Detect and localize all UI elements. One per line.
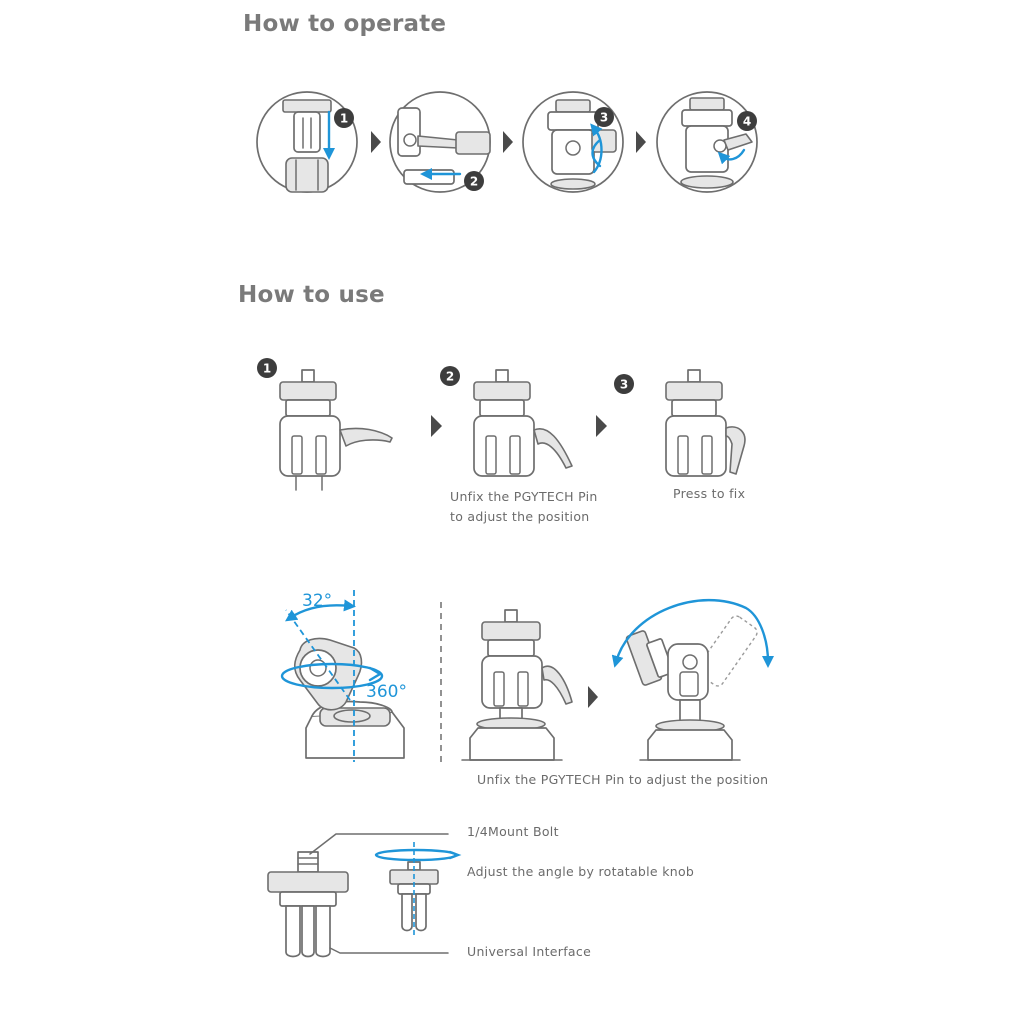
operate-step-number-3: 3: [599, 110, 609, 125]
arrow-right-icon: [588, 686, 598, 708]
operate-step-badge-2: [464, 171, 484, 191]
tilt-rotation-illustration: [282, 590, 404, 762]
use-step-badge-2: [440, 366, 460, 386]
operate-heading: How to operate: [243, 11, 447, 37]
use-heading: How to use: [238, 282, 385, 308]
arrow-right-icon: [636, 131, 646, 153]
use-step-number-2: 2: [445, 369, 455, 384]
leader-line-interface: [330, 948, 448, 953]
use-step-number-1: 1: [262, 361, 272, 376]
rotation-caption: Unfix the PGYTECH Pin to adjust the position: [477, 772, 769, 787]
use-step-3-illustration: [666, 370, 745, 476]
arrow-right-icon: [431, 415, 442, 437]
arrow-right-icon: [596, 415, 607, 437]
use-step-1-illustration: [280, 370, 392, 490]
operate-step-badge-4: [737, 111, 757, 131]
base-mount-illustration: [462, 610, 572, 760]
operate-step-number-4: 4: [742, 114, 752, 129]
part-label-knob: Adjust the angle by rotatable knob: [467, 864, 695, 879]
tilt-angle-label: 32°: [302, 591, 333, 611]
operate-step-number-1: 1: [339, 111, 349, 126]
operate-step-badge-1: [334, 108, 354, 128]
operate-step-number-2: 2: [469, 174, 479, 189]
operate-step-badge-3: [594, 107, 614, 127]
use-step-badge-1: [257, 358, 277, 378]
part-label-mount-bolt: 1/4Mount Bolt: [467, 824, 559, 839]
parts-large-illustration: [268, 852, 348, 957]
operate-step-3-illustration: [523, 92, 623, 192]
use-step-number-3: 3: [619, 377, 629, 392]
swing-mount-illustration: [616, 600, 768, 760]
operate-step-4-illustration: [657, 92, 757, 192]
use-step-2-illustration: [474, 370, 572, 476]
operate-step-1-illustration: [257, 92, 357, 192]
arrow-right-icon: [371, 131, 381, 153]
rotate-angle-label: 360°: [366, 682, 407, 702]
use-caption-unfix: Unfix the PGYTECH Pin to adjust the position: [450, 489, 598, 524]
parts-small-illustration: [376, 842, 458, 936]
use-step-badge-3: [614, 374, 634, 394]
use-caption-press: Press to fix: [673, 486, 746, 501]
part-label-interface: Universal Interface: [467, 944, 592, 959]
arrow-right-icon: [503, 131, 513, 153]
